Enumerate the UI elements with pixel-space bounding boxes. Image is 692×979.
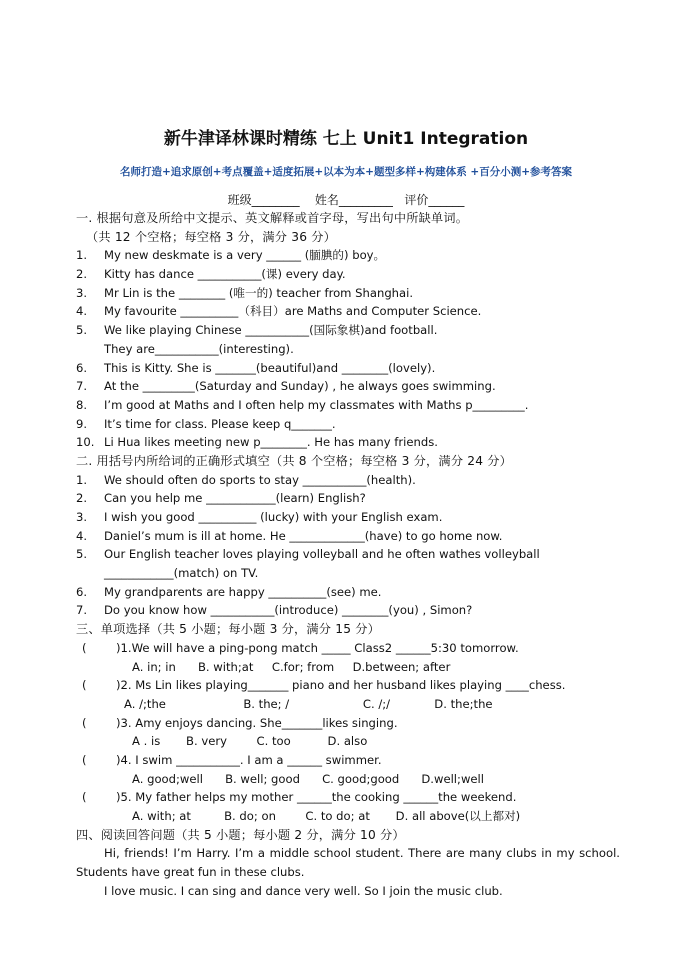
multiple-choice-question: ( )3. Amy enjoys dancing. She_______likes singing. [82,715,398,730]
section-2-item-continuation: ____________(match) on TV. [104,566,259,581]
section-2-heading: 二. 用括号内所给词的正确形式填空（共 8 个空格；每空格 3 分，满分 24 分） [76,453,513,468]
section-1-list [76,246,620,452]
section-1-item [76,321,620,340]
multiple-choice-question: ( )1.We will have a ping-pong match _____ Class2 ______5:30 tomorrow. [82,640,519,655]
page-title: 新牛津译林课时精练 七上 Unit1 Integration [163,129,529,149]
section-2-item [76,508,620,527]
item-number: 3. [76,285,88,300]
item-text: This is Kitty. She is _______(beautiful)and ________(lovely). [104,360,436,375]
section-1-item [76,302,620,321]
item-text: My favourite __________（科目）are Maths and Computer Science. [104,304,482,319]
item-number: 5. [76,547,88,562]
section-3-heading: 三、单项选择（共 5 小题；每小题 3 分，满分 15 分） [76,622,381,637]
multiple-choice-question: ( )4. I swim ___________. I am a ______ swimmer. [82,752,382,767]
item-text: My new deskmate is a very ______ (腼腆的) boy。 [104,248,386,263]
section-1-heading: 一. 根据句意及所给中文提示、英文解释或首字母，写出句中所缺单词。 [76,211,469,225]
item-text: It’s time for class. Please keep q_______. [104,416,336,431]
multiple-choice-options: A. good;well B. well; good C. good;good D.well;well [132,771,484,786]
item-text: Kitty has dance ___________(课) every day. [104,267,346,282]
item-text: Li Hua likes meeting new p________. He has many friends. [104,435,438,450]
section-2-item [76,545,620,564]
section-2-item [76,527,620,546]
section-1-item [76,415,620,434]
item-text: We should often do sports to stay ___________(health). [104,472,416,487]
section-1-item [76,246,620,265]
item-text: We like playing Chinese ___________(国际象棋)and football. [104,323,438,338]
worksheet-body [76,209,620,900]
section-1-item [76,284,620,303]
item-number: 1. [76,248,88,263]
item-number: 1. [76,472,88,487]
multiple-choice-options: A. /;the B. the; / C. /;/ D. the;the [124,696,493,711]
item-text: Daniel’s mum is ill at home. He _____________(have) to go home now. [104,528,503,543]
item-text: Can you help me ____________(learn) English? [104,491,366,506]
item-number: 10. [76,435,95,450]
section-1-item-continuation: They are___________(interesting). [104,341,294,356]
item-number: 4. [76,528,88,543]
item-number: 3. [76,510,88,524]
item-text: Mr Lin is the ________ (唯一的) teacher from Shanghai. [104,285,414,300]
section-1-note: （共 12 个空格；每空格 3 分，满分 36 分） [86,229,337,244]
section-2-item [76,583,620,602]
item-text: My grandparents are happy __________(see) me. [104,584,382,599]
item-text: Do you know how ___________(introduce) ________(you) , Simon? [104,603,473,618]
item-number: 2. [76,491,88,506]
item-number: 7. [76,379,88,394]
item-number: 6. [76,360,88,375]
item-number: 6. [76,584,88,599]
section-1-item [76,377,620,396]
section-1-item [76,396,620,415]
item-number: 2. [76,267,88,282]
multiple-choice-options: A . is B. very C. too D. also [132,734,368,749]
item-number: 9. [76,416,88,431]
item-number: 8. [76,397,88,412]
item-number: 4. [76,304,88,319]
section-2-item [76,489,620,508]
item-text: At the _________(Saturday and Sunday) , he always goes swimming. [104,379,496,394]
section-3-list [76,639,620,826]
section-2-list [76,471,620,621]
item-text: I wish you good __________ (lucky) with your English exam. [104,510,443,524]
section-4-heading: 四、阅读回答问题（共 5 小题；每小题 2 分，满分 10 分） [76,827,405,842]
page-subtitle: 名师打造+追求原创+考点覆盖+适度拓展+以本为本+题型多样+构建体系 +百分小测+参考答案 [119,166,573,178]
section-2-item [76,601,620,620]
multiple-choice-options: A. with; at B. do; on C. to do; at D. all above(以上都对) [132,809,521,823]
item-number: 5. [76,323,88,338]
multiple-choice-question: ( )2. Ms Lin likes playing_______ piano and her husband likes playing ____chess. [82,678,566,693]
item-text: I’m good at Maths and I often help my classmates with Maths p_________. [104,397,529,412]
section-1-item [76,265,620,284]
section-1-item [76,433,620,452]
class-name-grade-line: 班级________ 姓名_________ 评价______ [227,193,465,207]
reading-paragraph-2: I love music. I can sing and dance very well. So I join the music club. [104,883,503,898]
section-1-item [76,359,620,378]
multiple-choice-options: A. in; in B. with;at C.for; from D.between; after [132,659,451,674]
section-2-item [76,471,620,490]
multiple-choice-question: ( )5. My father helps my mother ______the cooking ______the weekend. [82,790,517,805]
item-number: 7. [76,603,88,618]
reading-paragraph-1: Hi, friends! I’m Harry. I’m a middle school student. There are many clubs in my school. Students have great fun in these clubs. [76,846,620,880]
item-text: Our English teacher loves playing volleyball and he often wathes volleyball [104,547,540,562]
